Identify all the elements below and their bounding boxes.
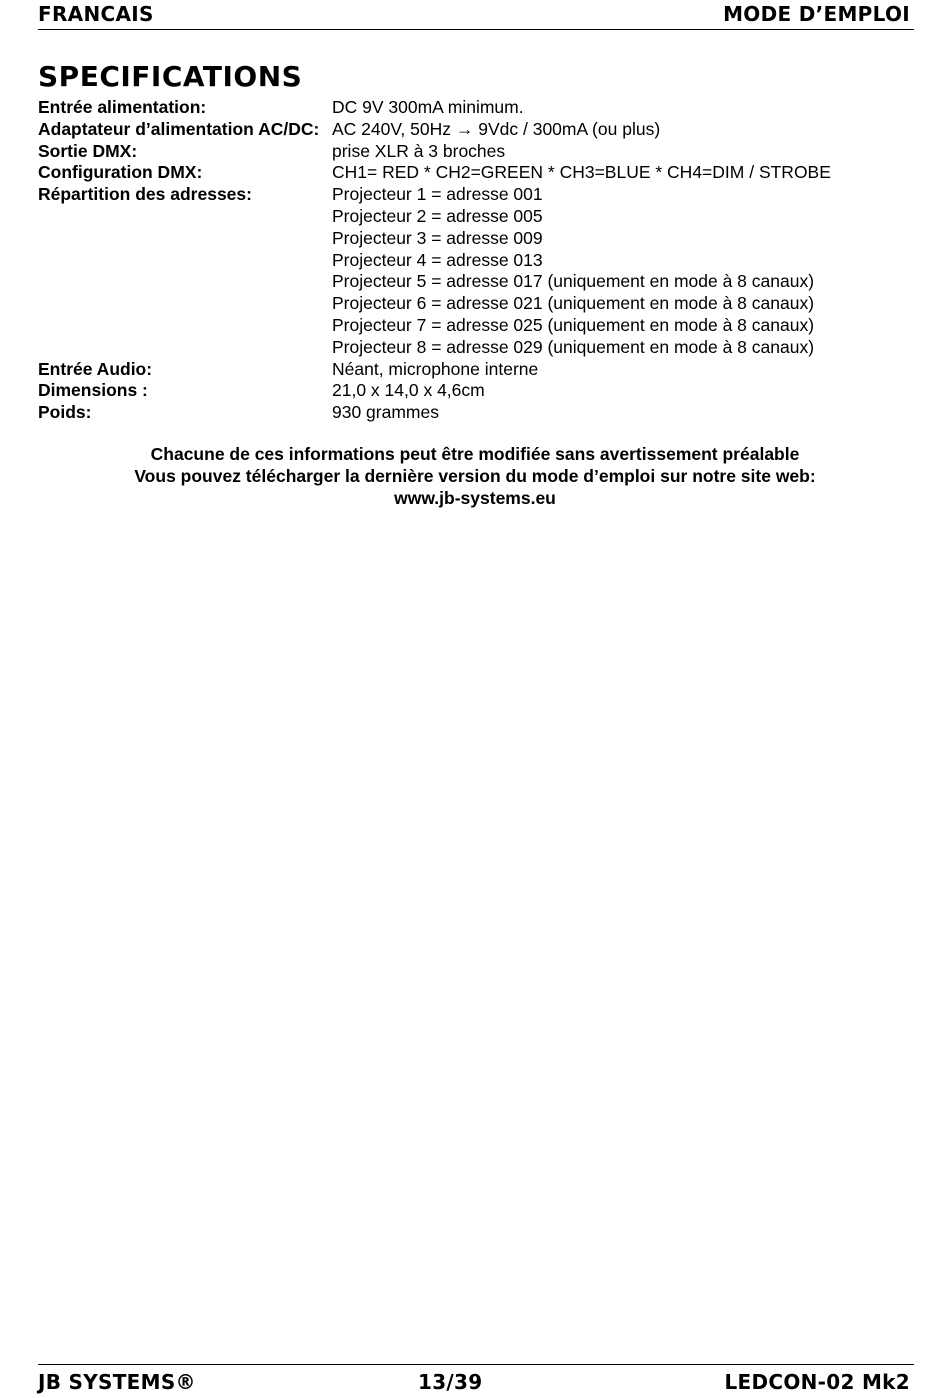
spec-value: prise XLR à 3 broches bbox=[332, 140, 506, 161]
spec-row bbox=[38, 380, 918, 402]
spec-values bbox=[332, 97, 918, 119]
spec-row bbox=[38, 97, 918, 119]
spec-value: Projecteur 6 = adresse 021 (uniquement en mode à 8 canaux) bbox=[332, 293, 815, 314]
spec-label: Dimensions : bbox=[38, 380, 148, 401]
spec-values bbox=[332, 402, 918, 424]
spec-value: Projecteur 4 = adresse 013 bbox=[332, 249, 543, 270]
notice-block bbox=[0, 444, 950, 509]
footer-model: LEDCON-02 Mk2 bbox=[724, 1370, 910, 1394]
footer-page-number: 13/39 bbox=[418, 1370, 483, 1394]
spec-row bbox=[38, 402, 918, 424]
spec-row bbox=[38, 119, 918, 141]
spec-value: Projecteur 8 = adresse 029 (uniquement en mode à 8 canaux) bbox=[332, 336, 815, 357]
spec-values bbox=[332, 162, 918, 184]
spec-label: Poids: bbox=[38, 402, 92, 423]
notice-website: www.jb-systems.eu bbox=[394, 487, 556, 508]
spec-values bbox=[332, 119, 918, 141]
spec-values bbox=[332, 184, 918, 358]
spec-value: Projecteur 3 = adresse 009 bbox=[332, 227, 543, 248]
spec-value: AC 240V, 50Hz → 9Vdc / 300mA (ou plus) bbox=[332, 118, 661, 139]
spec-values bbox=[332, 141, 918, 163]
spec-value: Projecteur 7 = adresse 025 (uniquement en mode à 8 canaux) bbox=[332, 314, 815, 335]
section-title: SPECIFICATIONS bbox=[38, 60, 303, 93]
spec-values bbox=[332, 380, 918, 402]
page-footer bbox=[38, 1364, 914, 1398]
spec-row bbox=[38, 359, 918, 381]
spec-label: Répartition des adresses: bbox=[38, 184, 252, 205]
spec-value: Projecteur 1 = adresse 001 bbox=[332, 184, 543, 205]
spec-label: Entrée Audio: bbox=[38, 358, 153, 379]
spec-label: Sortie DMX: bbox=[38, 140, 138, 161]
spec-value: 21,0 x 14,0 x 4,6cm bbox=[332, 380, 485, 401]
spec-label: Configuration DMX: bbox=[38, 162, 203, 183]
spec-value: Néant, microphone interne bbox=[332, 358, 539, 379]
spec-value: DC 9V 300mA minimum. bbox=[332, 97, 524, 117]
footer-brand: JB SYSTEMS® bbox=[38, 1370, 196, 1394]
page-header bbox=[38, 0, 914, 30]
spec-value: CH1= RED * CH2=GREEN * CH3=BLUE * CH4=DIM / STROBE bbox=[332, 162, 831, 183]
spec-values bbox=[332, 359, 918, 381]
notice-line-2: Vous pouvez télécharger la dernière version du mode d’emploi sur notre site web: bbox=[134, 465, 816, 486]
spec-label: Adaptateur d’alimentation AC/DC: bbox=[38, 118, 320, 139]
spec-label: Entrée alimentation: bbox=[38, 97, 207, 117]
spec-row bbox=[38, 162, 918, 184]
spec-row bbox=[38, 184, 918, 358]
specifications-list bbox=[38, 97, 918, 424]
notice-line-1: Chacune de ces informations peut être modifiée sans avertissement préalable bbox=[150, 444, 800, 464]
header-manual-title: MODE D’EMPLOI bbox=[723, 2, 910, 26]
header-language: FRANCAIS bbox=[38, 2, 154, 26]
spec-value: Projecteur 2 = adresse 005 bbox=[332, 205, 543, 226]
spec-value: 930 grammes bbox=[332, 402, 439, 423]
spec-value: Projecteur 5 = adresse 017 (uniquement en mode à 8 canaux) bbox=[332, 271, 815, 292]
spec-row bbox=[38, 141, 918, 163]
